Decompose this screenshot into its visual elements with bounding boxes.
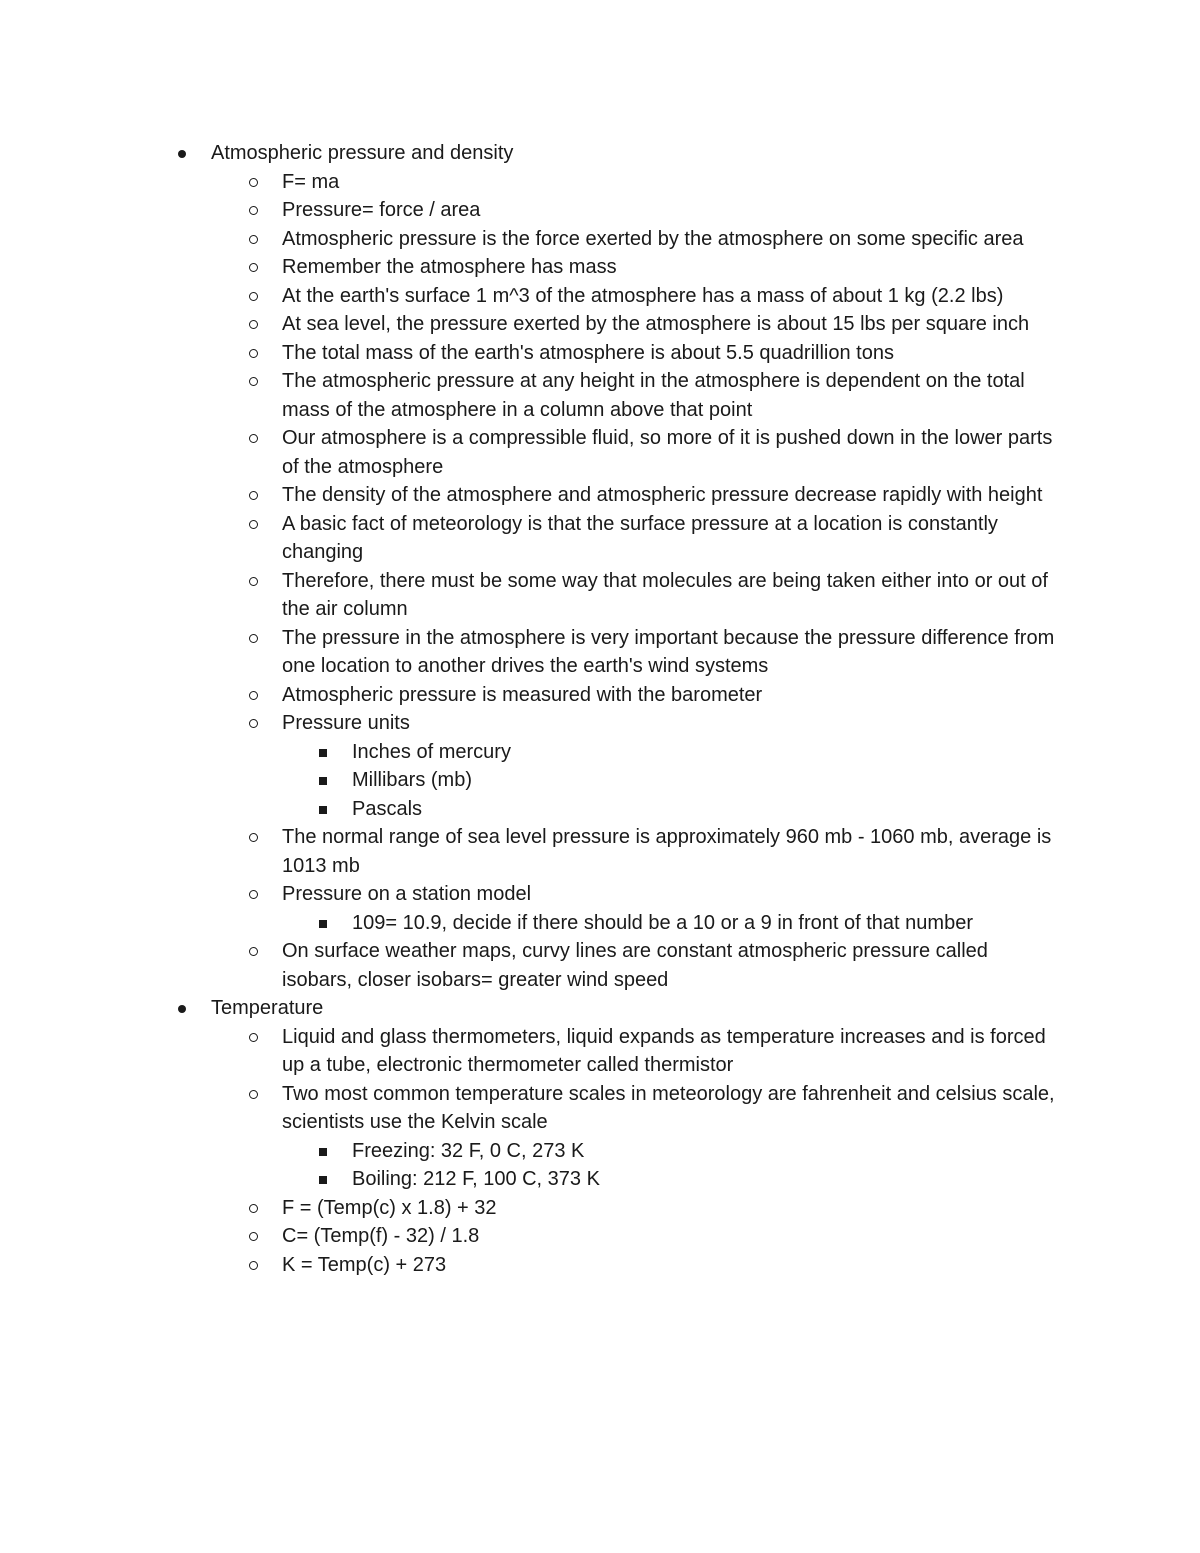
circle-bullet-icon (249, 1033, 258, 1042)
list-item (0, 196, 1062, 225)
square-bullet-icon (319, 1176, 327, 1184)
disc-bullet-icon (178, 1005, 186, 1013)
list-item-text: The normal range of sea level pressure is approximately 960 mb - 1060 mb, average is 1013 mb (282, 826, 1052, 877)
list-item-text: Pressure units (282, 712, 410, 734)
list-item-text: C= (Temp(f) - 32) / 1.8 (282, 1225, 480, 1247)
list-item-text: Liquid and glass thermometers, liquid expands as temperature increases and is forced up a tube, electronic thermometer called thermistor (282, 1025, 1046, 1076)
list-item (0, 367, 1062, 424)
circle-bullet-icon (249, 434, 258, 443)
sub-list-item-text: Inches of mercury (352, 740, 511, 763)
list-item-text: At sea level, the pressure exerted by the atmosphere is about 15 lbs per square inch (282, 313, 1030, 335)
circle-bullet-icon (249, 377, 258, 386)
list-item-text: Therefore, there must be some way that molecules are being taken either into or out of the air column (282, 569, 1048, 620)
square-bullet-icon (319, 920, 327, 928)
sub-list-item (0, 738, 1052, 767)
sub-list-item (0, 766, 1052, 795)
list-item (0, 1023, 1062, 1080)
list-item-text: Atmospheric pressure is measured with the barometer (282, 683, 763, 706)
square-bullet-icon (319, 777, 327, 785)
circle-bullet-icon (249, 520, 258, 529)
list-item-text: Atmospheric pressure is the force exerted by the atmosphere on some specific area (282, 227, 1024, 250)
list-item (0, 880, 1062, 937)
list-item (0, 168, 1062, 197)
list-item-text: The density of the atmosphere and atmospheric pressure decrease rapidly with height (282, 484, 1043, 506)
circle-bullet-icon (249, 1232, 258, 1241)
list-item-text: Pressure= force / area (282, 199, 481, 221)
sub-list-item-text: 109= 10.9, decide if there should be a 10 or a 9 in front of that number (352, 911, 973, 934)
sub-list-item (0, 795, 1052, 824)
sub-list-item-text: Millibars (mb) (352, 769, 472, 791)
list-item-text: On surface weather maps, curvy lines are constant atmospheric pressure called isobars, closer isobars= greater wind speed (282, 940, 988, 991)
list-item (0, 310, 1062, 339)
list-item (0, 1080, 1062, 1194)
sub-list-item-text: Pascals (352, 797, 423, 820)
circle-bullet-icon (249, 890, 258, 899)
list-item-text: The total mass of the earth's atmosphere is about 5.5 quadrillion tons (282, 341, 894, 364)
circle-bullet-icon (249, 947, 258, 956)
document-page (0, 139, 1200, 1279)
list-item (0, 424, 1062, 481)
square-bullet-icon (319, 749, 327, 757)
list-item (0, 282, 1062, 311)
circle-bullet-icon (249, 577, 258, 586)
list-item (0, 709, 1062, 823)
list-item-text: K = Temp(c) + 273 (282, 1253, 447, 1276)
circle-bullet-icon (249, 292, 258, 301)
circle-bullet-icon (249, 235, 258, 244)
list-item (0, 339, 1062, 368)
circle-bullet-icon (249, 1204, 258, 1213)
list-item-text: Remember the atmosphere has mass (282, 256, 617, 278)
list-item (0, 1251, 1062, 1280)
circle-bullet-icon (249, 178, 258, 187)
circle-bullet-icon (249, 349, 258, 358)
circle-bullet-icon (249, 1090, 258, 1099)
list-item-text: A basic fact of meteorology is that the surface pressure at a location is constantly changing (282, 512, 998, 563)
list-item-text: The atmospheric pressure at any height in the atmosphere is dependent on the total mass of the atmosphere in a column above that point (282, 370, 1025, 421)
square-bullet-icon (319, 806, 327, 814)
list-item (0, 1194, 1062, 1223)
sub-sublist (0, 909, 1062, 938)
section-item (0, 994, 1200, 1279)
list-item-text: F= ma (282, 170, 340, 193)
circle-bullet-icon (249, 320, 258, 329)
outline-list (0, 139, 1200, 1279)
sublist (0, 168, 1200, 995)
list-item (0, 567, 1062, 624)
sub-list-item-text: Boiling: 212 F, 100 C, 373 K (352, 1168, 600, 1190)
list-item (0, 823, 1062, 880)
sub-sublist (0, 1137, 1062, 1194)
list-item (0, 253, 1062, 282)
sub-list-item (0, 1165, 1052, 1194)
list-item (0, 681, 1062, 710)
square-bullet-icon (319, 1148, 327, 1156)
list-item-text: Two most common temperature scales in meteorology are fahrenheit and celsius scale, scientists use the Kelvin scale (282, 1082, 1055, 1133)
circle-bullet-icon (249, 206, 258, 215)
list-item-text: Our atmosphere is a compressible fluid, so more of it is pushed down in the lower parts of the atmosphere (282, 427, 1053, 478)
list-item (0, 624, 1062, 681)
section-heading: Atmospheric pressure and density (211, 142, 514, 164)
sub-list-item (0, 909, 1052, 938)
sub-list-item (0, 1137, 1052, 1166)
list-item (0, 510, 1062, 567)
circle-bullet-icon (249, 691, 258, 700)
list-item-text: Pressure on a station model (282, 883, 532, 905)
list-item (0, 1222, 1062, 1251)
circle-bullet-icon (249, 634, 258, 643)
disc-bullet-icon (178, 150, 186, 158)
list-item-text: At the earth's surface 1 m^3 of the atmosphere has a mass of about 1 kg (2.2 lbs) (282, 284, 1004, 307)
circle-bullet-icon (249, 1261, 258, 1270)
sublist (0, 1023, 1200, 1280)
circle-bullet-icon (249, 263, 258, 272)
list-item (0, 481, 1062, 510)
sub-list-item-text: Freezing: 32 F, 0 C, 273 K (352, 1139, 585, 1162)
list-item-text: The pressure in the atmosphere is very important because the pressure difference from one location to another drives the earth's wind systems (282, 626, 1055, 677)
circle-bullet-icon (249, 719, 258, 728)
section-item (0, 139, 1200, 994)
list-item-text: F = (Temp(c) x 1.8) + 32 (282, 1196, 497, 1219)
list-item (0, 937, 1062, 994)
section-heading: Temperature (211, 997, 324, 1019)
circle-bullet-icon (249, 833, 258, 842)
circle-bullet-icon (249, 491, 258, 500)
sub-sublist (0, 738, 1062, 824)
list-item (0, 225, 1062, 254)
